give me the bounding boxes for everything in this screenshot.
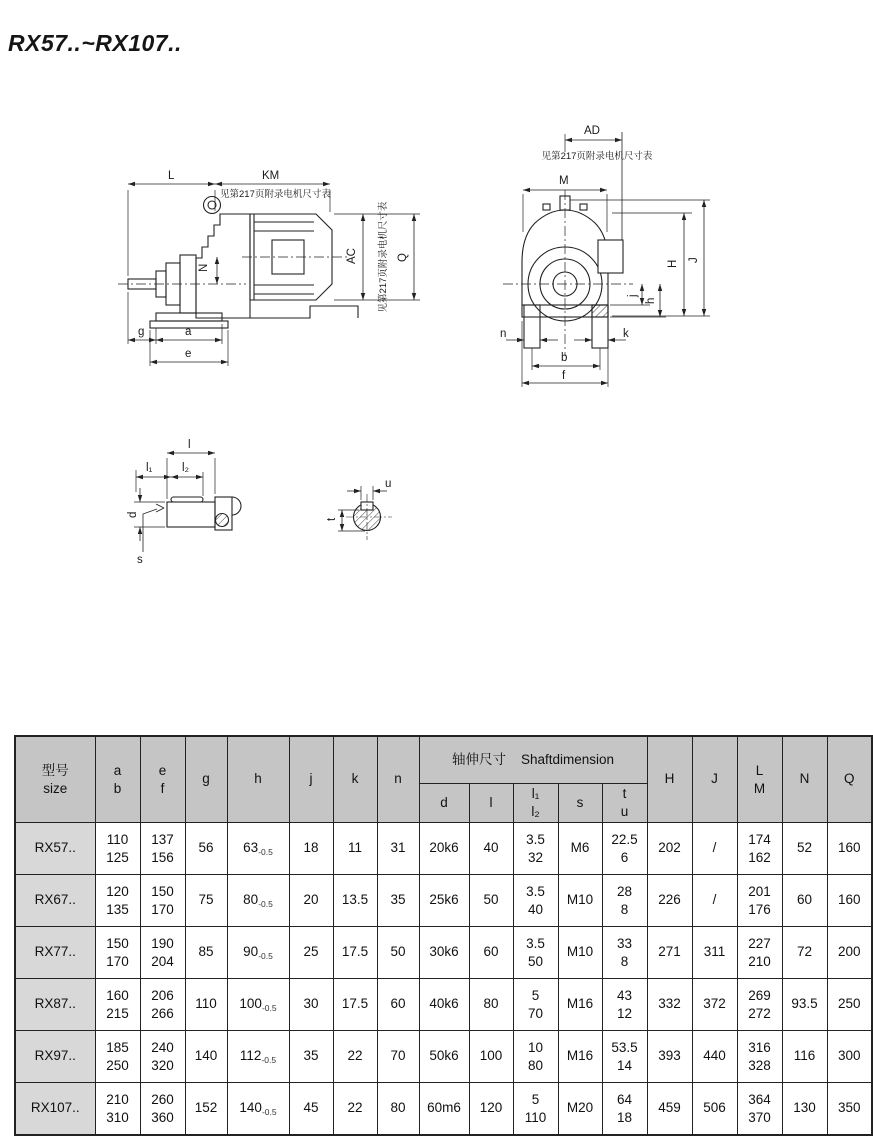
cell-d: 20k6 [419, 823, 469, 875]
cell-LM: 364 370 [737, 1083, 782, 1136]
cell-H: 271 [647, 927, 692, 979]
cell-j: 35 [289, 1031, 333, 1083]
cell-H: 226 [647, 875, 692, 927]
cell-d: 60m6 [419, 1083, 469, 1136]
cell-j: 20 [289, 875, 333, 927]
row-label: RX67.. [15, 875, 95, 927]
header-row-1 [15, 736, 872, 784]
cell-J: 440 [692, 1031, 737, 1083]
col-header-size-en: size [43, 780, 68, 796]
cell-g: 140 [185, 1031, 227, 1083]
motor-note-ad: 见第217页附录电机尺寸表 [541, 151, 653, 162]
col-header-tu: t u [602, 784, 647, 823]
col-header-ef: e f [140, 736, 185, 823]
table-row [15, 979, 872, 1031]
col-header-ab: a b [95, 736, 140, 823]
col-header-Q: Q [827, 736, 872, 823]
dim-label-d: d [127, 511, 139, 518]
dim-label-H: H [667, 259, 679, 268]
cell-n: 80 [377, 1083, 419, 1136]
page-title: RX57..~RX107.. [8, 30, 182, 56]
col-header-J: J [692, 736, 737, 823]
dim-label-L: L [168, 170, 175, 182]
cell-l: 100 [469, 1031, 513, 1083]
cell-N: 52 [782, 823, 827, 875]
col-header-H: H [647, 736, 692, 823]
cell-ab: 160 215 [95, 979, 140, 1031]
dim-label-t: t [326, 517, 338, 521]
dim-label-a: a [185, 326, 192, 338]
cell-l: 120 [469, 1083, 513, 1136]
cell-j: 30 [289, 979, 333, 1031]
dim-label-b: b [561, 352, 568, 364]
cell-s: M16 [558, 1031, 602, 1083]
dim-label-g: g [138, 326, 145, 338]
cell-Q: 200 [827, 927, 872, 979]
cell-J: / [692, 823, 737, 875]
cell-N: 72 [782, 927, 827, 979]
col-header-j: j [289, 736, 333, 823]
cell-l12: 3.5 32 [513, 823, 558, 875]
cell-Q: 300 [827, 1031, 872, 1083]
cell-J: 506 [692, 1083, 737, 1136]
col-header-d: d [419, 784, 469, 823]
cell-s: M6 [558, 823, 602, 875]
cell-g: 56 [185, 823, 227, 875]
dim-label-J: J [688, 257, 700, 263]
dim-label-j: j [627, 294, 639, 297]
cell-LM: 316 328 [737, 1031, 782, 1083]
cell-LM: 174 162 [737, 823, 782, 875]
cell-j: 45 [289, 1083, 333, 1136]
shaft-group-label-en: Shaftdimension [520, 751, 615, 767]
motor-note-km: 见第217页附录电机尺寸表 [220, 189, 331, 200]
col-header-N: N [782, 736, 827, 823]
cell-s: M10 [558, 875, 602, 927]
cell-k: 11 [333, 823, 377, 875]
cell-H: 202 [647, 823, 692, 875]
cell-h: $80_{-0.5}$ [227, 875, 289, 927]
cell-ef: 190 204 [140, 927, 185, 979]
dim-label-M: M [559, 175, 569, 187]
cell-ab: 150 170 [95, 927, 140, 979]
cell-N: 116 [782, 1031, 827, 1083]
dim-label-s: s [137, 554, 143, 566]
dim-label-n: n [500, 328, 507, 340]
cell-tu: 33 8 [602, 927, 647, 979]
row-label: RX57.. [15, 823, 95, 875]
cell-Q: 160 [827, 875, 872, 927]
cell-H: 332 [647, 979, 692, 1031]
col-group-shaft-dimension [419, 736, 647, 784]
cell-n: 31 [377, 823, 419, 875]
cell-l12: 10 80 [513, 1031, 558, 1083]
col-header-k: k [333, 736, 377, 823]
cell-J: / [692, 875, 737, 927]
row-label: RX97.. [15, 1031, 95, 1083]
cell-l: 60 [469, 927, 513, 979]
dim-label-Q: Q [397, 253, 409, 262]
cell-ef: 150 170 [140, 875, 185, 927]
cell-d: 30k6 [419, 927, 469, 979]
row-label: RX77.. [15, 927, 95, 979]
side-view-drawing [118, 184, 420, 366]
dim-label-AD: AD [584, 125, 600, 137]
cell-k: 22 [333, 1083, 377, 1136]
table-row [15, 1031, 872, 1083]
dim-label-l2: l₂ [182, 462, 190, 474]
col-header-g: g [185, 736, 227, 823]
cell-H: 393 [647, 1031, 692, 1083]
cell-h: $140_{-0.5}$ [227, 1083, 289, 1136]
cell-Q: 250 [827, 979, 872, 1031]
cell-LM: 269 272 [737, 979, 782, 1031]
cell-g: 152 [185, 1083, 227, 1136]
dim-label-l: l [188, 439, 191, 451]
shaft-group-label-cn: 轴伸尺寸 [451, 751, 506, 767]
table-row [15, 1083, 872, 1136]
cell-d: 40k6 [419, 979, 469, 1031]
cell-s: M10 [558, 927, 602, 979]
cell-N: 93.5 [782, 979, 827, 1031]
cell-tu: 64 18 [602, 1083, 647, 1136]
cell-g: 85 [185, 927, 227, 979]
cell-ab: 110 125 [95, 823, 140, 875]
front-view-drawing [503, 132, 710, 387]
cell-ef: 206 266 [140, 979, 185, 1031]
cell-J: 372 [692, 979, 737, 1031]
cell-d: 25k6 [419, 875, 469, 927]
cell-l: 40 [469, 823, 513, 875]
cell-k: 13.5 [333, 875, 377, 927]
cell-d: 50k6 [419, 1031, 469, 1083]
dim-label-f: f [562, 370, 566, 382]
dim-label-KM: KM [262, 170, 280, 182]
cell-J: 311 [692, 927, 737, 979]
cell-N: 60 [782, 875, 827, 927]
cell-Q: 350 [827, 1083, 872, 1136]
cell-g: 75 [185, 875, 227, 927]
cell-g: 110 [185, 979, 227, 1031]
cell-s: M16 [558, 979, 602, 1031]
dim-label-u: u [385, 478, 392, 490]
cell-j: 25 [289, 927, 333, 979]
col-header-n: n [377, 736, 419, 823]
col-header-h: h [227, 736, 289, 823]
cell-Q: 160 [827, 823, 872, 875]
cell-n: 70 [377, 1031, 419, 1083]
cell-l12: 5 110 [513, 1083, 558, 1136]
cell-ab: 210 310 [95, 1083, 140, 1136]
row-label: RX87.. [15, 979, 95, 1031]
cell-ef: 260 360 [140, 1083, 185, 1136]
cell-j: 18 [289, 823, 333, 875]
cell-H: 459 [647, 1083, 692, 1136]
cell-l12: 5 70 [513, 979, 558, 1031]
cell-k: 22 [333, 1031, 377, 1083]
table-row [15, 927, 872, 979]
cell-ab: 120 135 [95, 875, 140, 927]
cell-l12: 3.5 40 [513, 875, 558, 927]
col-header-size-cn: 型号 [41, 762, 69, 778]
cell-tu: 28 8 [602, 875, 647, 927]
cell-n: 50 [377, 927, 419, 979]
cell-n: 60 [377, 979, 419, 1031]
dim-label-AC: AC [346, 248, 358, 264]
cell-k: 17.5 [333, 927, 377, 979]
cell-h: $112_{-0.5}$ [227, 1031, 289, 1083]
cell-tu: 43 12 [602, 979, 647, 1031]
dimension-table [14, 735, 873, 1136]
dim-label-N: N [198, 263, 210, 272]
cell-LM: 201 176 [737, 875, 782, 927]
motor-note-ac: 见第217页附录电机尺寸表 [378, 201, 389, 313]
cell-tu: 22.5 6 [602, 823, 647, 875]
table-row [15, 823, 872, 875]
col-header-s: s [558, 784, 602, 823]
shaft-section-drawing [338, 486, 392, 540]
dim-label-e: e [185, 348, 192, 360]
cell-tu: 53.5 14 [602, 1031, 647, 1083]
row-label: RX107.. [15, 1083, 95, 1136]
cell-ef: 240 320 [140, 1031, 185, 1083]
cell-ab: 185 250 [95, 1031, 140, 1083]
col-header-l12: l₁ l₂ [513, 784, 558, 823]
col-header-l: l [469, 784, 513, 823]
cell-l12: 3.5 50 [513, 927, 558, 979]
cell-h: $90_{-0.5}$ [227, 927, 289, 979]
col-header-LM: L M [737, 736, 782, 823]
cell-l: 50 [469, 875, 513, 927]
cell-LM: 227 210 [737, 927, 782, 979]
dim-label-h: h [645, 297, 657, 304]
dim-label-k: k [623, 328, 629, 340]
cell-s: M20 [558, 1083, 602, 1136]
cell-l: 80 [469, 979, 513, 1031]
dim-label-l1: l₁ [146, 462, 153, 474]
table-row [15, 875, 872, 927]
cell-ef: 137 156 [140, 823, 185, 875]
col-header-size [15, 736, 95, 823]
cell-N: 130 [782, 1083, 827, 1136]
cell-k: 17.5 [333, 979, 377, 1031]
cell-n: 35 [377, 875, 419, 927]
cell-h: $63_{-0.5}$ [227, 823, 289, 875]
cell-h: $100_{-0.5}$ [227, 979, 289, 1031]
